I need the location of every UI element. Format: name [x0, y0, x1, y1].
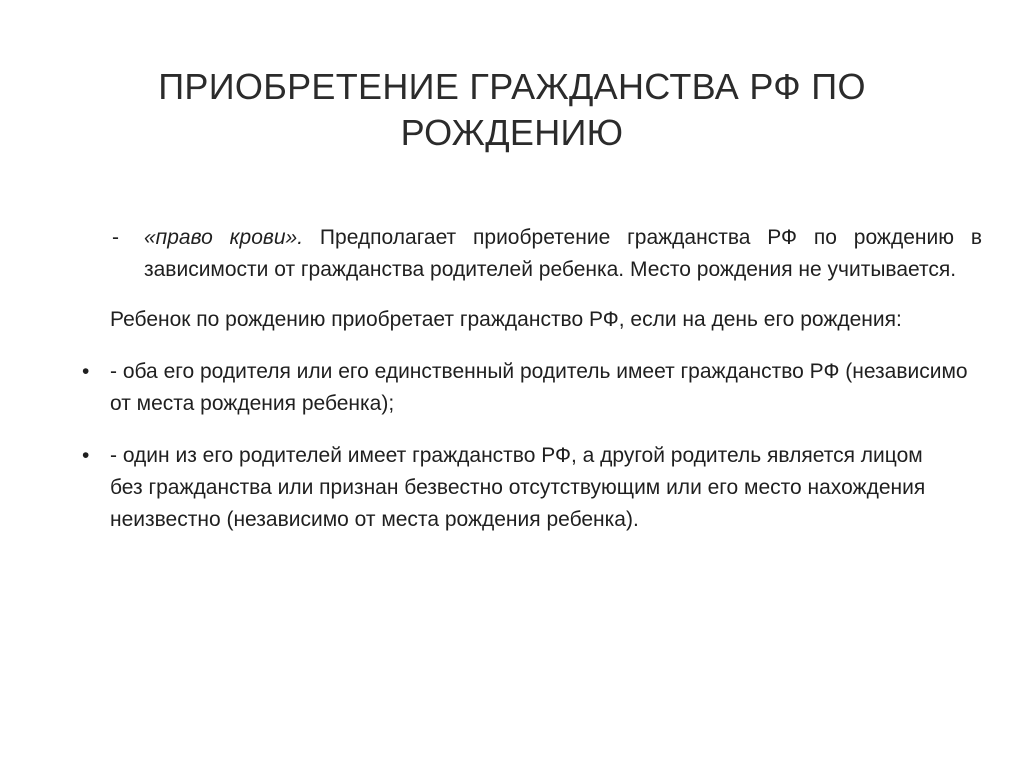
bullet-text-1: - оба его родителя или его единственный родитель имеет гражданство РФ (независимо от места рождения ребенка); — [110, 360, 968, 415]
bullet-item-2 — [82, 440, 982, 536]
bullet-item-1 — [82, 356, 982, 420]
intro-paragraph: Ребенок по рождению приобретает гражданство РФ, если на день его рождения: — [110, 308, 902, 331]
slide-body — [82, 222, 982, 536]
bullet-icon: • — [82, 360, 90, 383]
bullet-text-2: - один из его родителей имеет гражданство РФ, а другой родитель является лицом без гражданства или признан безвестно отсутствующим или его место нахождения неизвестно (независимо от места рождения ребенка). — [110, 444, 926, 531]
bullet-icon: • — [82, 444, 90, 467]
dash-marker: - — [112, 226, 119, 249]
emphasized-term: «право крови». — [144, 226, 304, 249]
slide-title: ПРИОБРЕТЕНИЕ ГРАЖДАНСТВА РФ ПО РОЖДЕНИЮ — [158, 66, 866, 153]
dash-item-text: Предполагает приобретение гражданства РФ по рождению в зависимости от гражданства родителей ребенка. Место рождения не учитывается. — [144, 226, 982, 281]
dash-list-item — [82, 222, 982, 286]
